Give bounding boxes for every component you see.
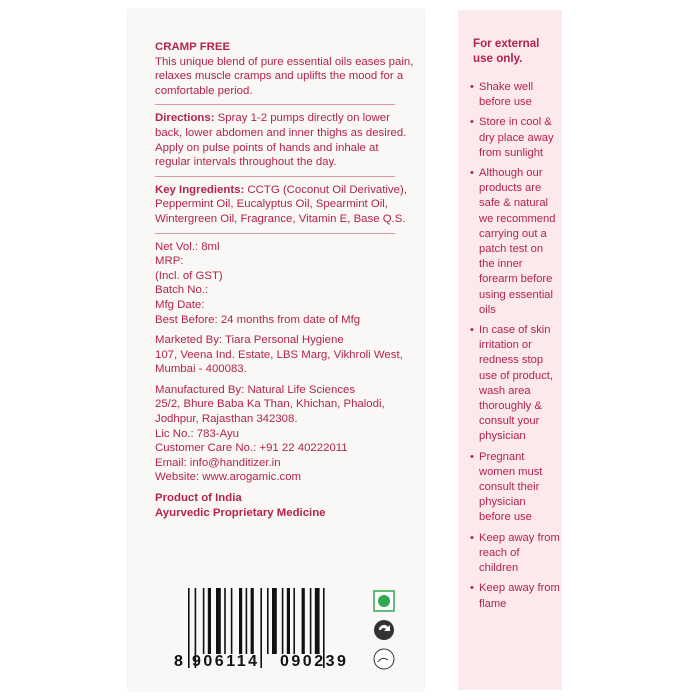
barcode-bar (224, 588, 226, 654)
medicine-type: Ayurvedic Proprietary Medicine (155, 506, 326, 519)
symbols (372, 590, 396, 680)
barcode-bar (216, 588, 221, 654)
divider (155, 104, 395, 105)
ingredients-label: Key Ingredients: (155, 183, 245, 196)
email: Email: info@handitizer.in (155, 456, 281, 469)
product-title: CRAMP FREE (155, 41, 231, 53)
license-no: Lic No.: 783-Ayu (155, 427, 240, 440)
manufacturer-line: 25/2, Bhure Baba Ka Than, Khichan, Phalodi, (155, 398, 385, 411)
product-description: This unique blend of pure essential oils eases pain, relaxes muscle cramps and uplifts the mood for a comfortable period. (155, 55, 414, 97)
product-of-india: Product of India (155, 492, 242, 505)
warning-item: • Pregnant women must consult their physician before use (468, 450, 560, 526)
ingredients-text: CCTG (Coconut Oil Derivative), Peppermint Oil, Eucalyptus Oil, Spearmint Oil, Wintergreen Oil, Fragrance, Vitamin E, Base Q.S. (155, 183, 407, 225)
mrp: MRP: (155, 255, 184, 268)
divider (155, 176, 395, 177)
marketer-line: Mumbai - 400083. (155, 363, 247, 376)
barcode-bar (282, 588, 284, 654)
marketer-line: Marketed By: Tiara Personal Hygiene (155, 334, 344, 347)
marketer-line: 107, Veena Ind. Estate, LBS Marg, Vikhroli West, (155, 348, 403, 361)
warning-item: • In case of skin irritation or redness stop use of product, wash area thoroughly & consult your physician (468, 323, 560, 445)
net-volume: Net Vol.: 8ml (155, 240, 220, 253)
label-icons (372, 590, 396, 685)
label-main-panel (128, 10, 424, 690)
warning-item: • Store in cool & dry place away from sunlight (468, 115, 560, 161)
best-before: Best Before: 24 months from date of Mfg (155, 313, 361, 326)
product-intro (155, 40, 417, 98)
directions (155, 111, 417, 169)
barcode-bar (287, 588, 290, 654)
barcode-first-digit: 8 (174, 653, 183, 670)
marketed-by (155, 333, 417, 377)
recycle-icon (374, 620, 394, 640)
warnings-list (468, 80, 560, 617)
barcode-bar (267, 588, 269, 654)
product-info (155, 240, 417, 328)
warning-item: • Although our products are safe & natural we recommend carrying out a patch test on the inner forearm before using essential oils (468, 166, 560, 318)
manufactured-by (155, 383, 417, 485)
origin (155, 491, 417, 520)
barcode-left-digits: 906114 (192, 653, 260, 670)
warning-item: • Shake well before use (468, 80, 560, 110)
external-use-heading: For external use only. (473, 37, 540, 65)
warning-item: • Keep away from flame (468, 581, 560, 611)
barcode-bar (203, 588, 205, 654)
veg-mark-icon (374, 591, 394, 611)
barcode-bar (208, 588, 211, 654)
barcode-bar (231, 588, 233, 654)
barcode-right-digits: 090239 (280, 653, 349, 670)
manufacturer-line: Jodhpur, Rajasthan 342308. (155, 413, 298, 426)
barcode-bar (246, 588, 248, 654)
gst-note: (Incl. of GST) (155, 269, 223, 282)
warnings-panel (458, 10, 562, 690)
barcode-bar (315, 588, 320, 654)
batch-no: Batch No.: (155, 284, 209, 297)
barcode-bar (188, 588, 190, 668)
barcode-bar (293, 588, 295, 654)
ingredients (155, 183, 417, 227)
manufacturer-line: Manufactured By: Natural Life Sciences (155, 383, 356, 396)
barcode-bar (251, 588, 254, 654)
barcode-bar (260, 588, 262, 668)
divider (155, 233, 395, 234)
customer-care: Customer Care No.: +91 22 40222011 (155, 442, 348, 455)
warning-item: • Keep away from reach of children (468, 531, 560, 577)
label-text (155, 40, 417, 520)
barcode-bar (272, 588, 277, 654)
barcode-bar (310, 588, 312, 654)
barcode (174, 580, 370, 672)
mfg-date: Mfg Date: (155, 298, 205, 311)
barcode-bar (239, 588, 242, 654)
website: Website: www.arogamic.com (155, 471, 302, 484)
barcode-bar (302, 588, 305, 654)
directions-text: Spray 1-2 pumps directly on lower back, lower abdomen and inner thighs as desired. Apply on pulse points of hands and inhale at regular intervals throughout the day. (155, 112, 407, 169)
no-animal-testing-icon (374, 649, 394, 669)
directions-label: Directions: (155, 112, 215, 125)
